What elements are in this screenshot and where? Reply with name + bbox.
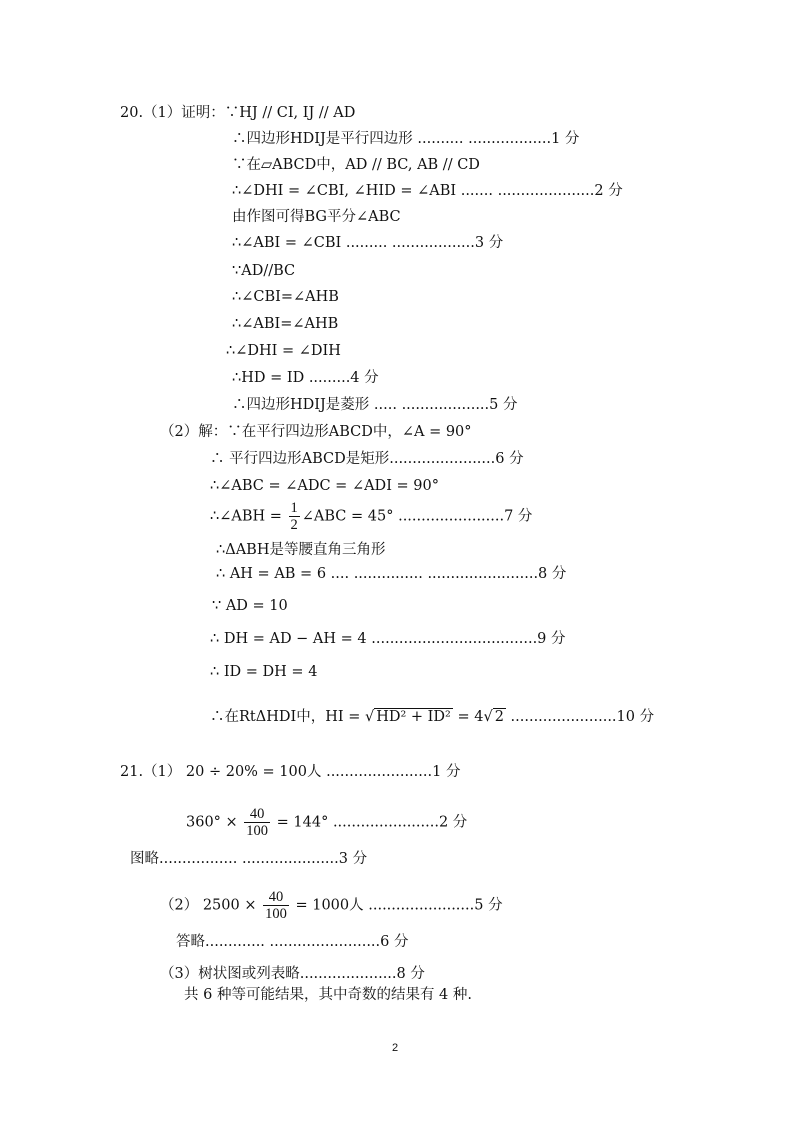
people-fraction	[263, 889, 289, 922]
solution-line: ∴HD = ID .........4 分	[232, 370, 379, 386]
solution-line: （2）解：∵在平行四边形ABCD中，∠A = 90°	[160, 424, 472, 440]
deg-post: = 144° .......................2 分	[272, 814, 468, 831]
solution-line: （3）树状图或列表略.....................8 分	[160, 966, 425, 982]
hi-pre: ∴在RtΔHDI中，HI =	[210, 709, 365, 725]
degree-line	[186, 806, 467, 839]
abh-numerator: 1	[290, 500, 298, 516]
solution-line: ∴ AH = AB = 6 .... ............... ........................8 分	[216, 566, 567, 582]
solution-line: ∴∠DHI = ∠DIH	[226, 343, 341, 359]
solution-line: ∴ 平行四边形ABCD是矩形.......................6 分	[210, 451, 524, 467]
abh-post: ∠ABC = 45° .......................7 分	[301, 508, 533, 525]
solution-line: ∵ AD = 10	[212, 598, 288, 614]
solution-line: 答略............. ........................6 分	[176, 934, 409, 950]
abh-fraction	[289, 500, 300, 533]
hi-radicand-2: 2	[494, 709, 504, 725]
people-line	[160, 889, 503, 922]
hi-post: .......................10 分	[505, 709, 655, 725]
solution-line: ∴∠ABC = ∠ADC = ∠ADI = 90°	[210, 478, 439, 494]
solution-line: ∴∠DHI = ∠CBI, ∠HID = ∠ABI ....... .....................2 分	[232, 183, 623, 199]
page-number: 2	[392, 1042, 399, 1054]
solution-line: ∴∠CBI=∠AHB	[232, 289, 339, 305]
solution-line: ∵在▱ABCD中，AD // BC, AB // CD	[232, 157, 480, 173]
solution-line: 图略................. .....................3 分	[130, 851, 368, 867]
solution-line: ∴∠ABI=∠AHB	[232, 316, 339, 332]
solution-line: ∴ΔABH是等腰直角三角形	[216, 542, 386, 558]
solution-line: 共 6 种等可能结果，其中奇数的结果有 4 种.	[184, 987, 472, 1003]
solution-line: ∴四边形HDIJ是菱形 ..... ...................5 分	[232, 397, 518, 413]
deg-pre: 360° ×	[186, 814, 243, 831]
solution-line: ∴四边形HDIJ是平行四边形 .......... ..................1 分	[232, 131, 580, 147]
deg-fraction	[244, 806, 270, 839]
solution-line: ∴ DH = AD − AH = 4 ....................................9 分	[210, 631, 566, 647]
people-numerator: 40	[263, 889, 289, 906]
sqrt-sign-2: √	[483, 709, 493, 725]
deg-numerator: 40	[244, 806, 270, 823]
abh-pre: ∴∠ABH =	[210, 508, 287, 525]
solution-line: 21.（1） 20 ÷ 20% = 100人 .......................1 分	[120, 764, 461, 780]
hypotenuse-line	[210, 708, 654, 726]
hi-radicand: HD² + ID²	[376, 709, 451, 725]
solution-line: ∴ ID = DH = 4	[210, 664, 318, 680]
people-pre: （2） 2500 ×	[160, 897, 262, 914]
solution-line: 20.（1）证明：∵HJ // CI, IJ // AD	[120, 105, 356, 121]
sqrt-sign: √	[364, 709, 375, 725]
people-denominator: 100	[265, 906, 287, 922]
solution-line: 由作图可得BG平分∠ABC	[232, 209, 401, 225]
solution-line: ∴∠ABI = ∠CBI ......... ..................3 分	[232, 235, 504, 251]
hi-mid: = 4	[452, 709, 484, 725]
deg-denominator: 100	[246, 823, 269, 839]
people-post: = 1000人 .......................5 分	[290, 897, 503, 914]
abh-denominator: 2	[290, 517, 298, 533]
solution-line: ∵AD//BC	[232, 263, 296, 279]
ratio-line-abh	[210, 500, 532, 533]
